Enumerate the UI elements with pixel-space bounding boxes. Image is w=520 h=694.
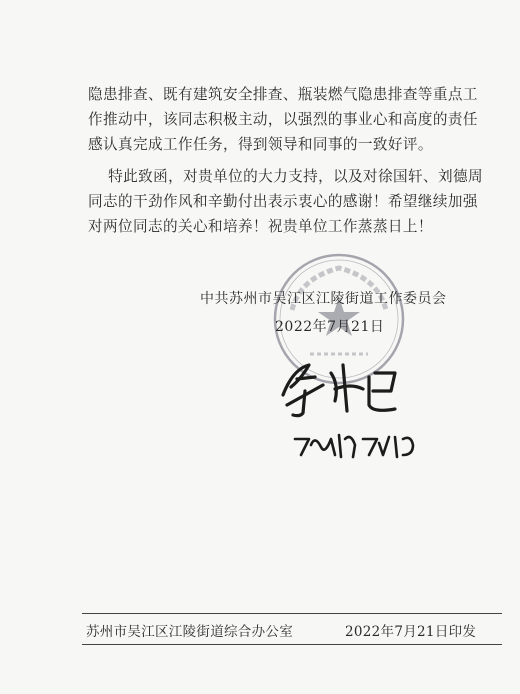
footer-issuer: 苏州市吴江区江陵街道综合办公室 bbox=[86, 624, 293, 640]
signing-organization: 中共苏州市吴江区江陵街道工作委员会 bbox=[200, 291, 447, 307]
body-paragraph-2: 特此致函，对贵单位的大力支持，以及对徐国轩、刘德周同志的干劲作风和辛勤付出表示衷心的感谢！希望继续加强对两位同志的关心和培养！祝贵单位工作蒸蒸日上！ bbox=[88, 168, 484, 235]
footer-rule-top bbox=[82, 613, 502, 614]
body-paragraph-1: 隐患排查、既有建筑安全排查、瓶装燃气隐患排查等重点工作推动中，该同志积极主动，以强烈的事业心和高度的责任感认真完成工作任务，得到领导和同事的一致好评。 bbox=[88, 86, 478, 153]
footer-issue-date: 2022年7月21日印发 bbox=[345, 624, 477, 640]
signing-date: 2022年7月21日 bbox=[275, 319, 385, 335]
handwritten-signature bbox=[265, 355, 425, 465]
footer-rule-bottom bbox=[82, 644, 502, 645]
